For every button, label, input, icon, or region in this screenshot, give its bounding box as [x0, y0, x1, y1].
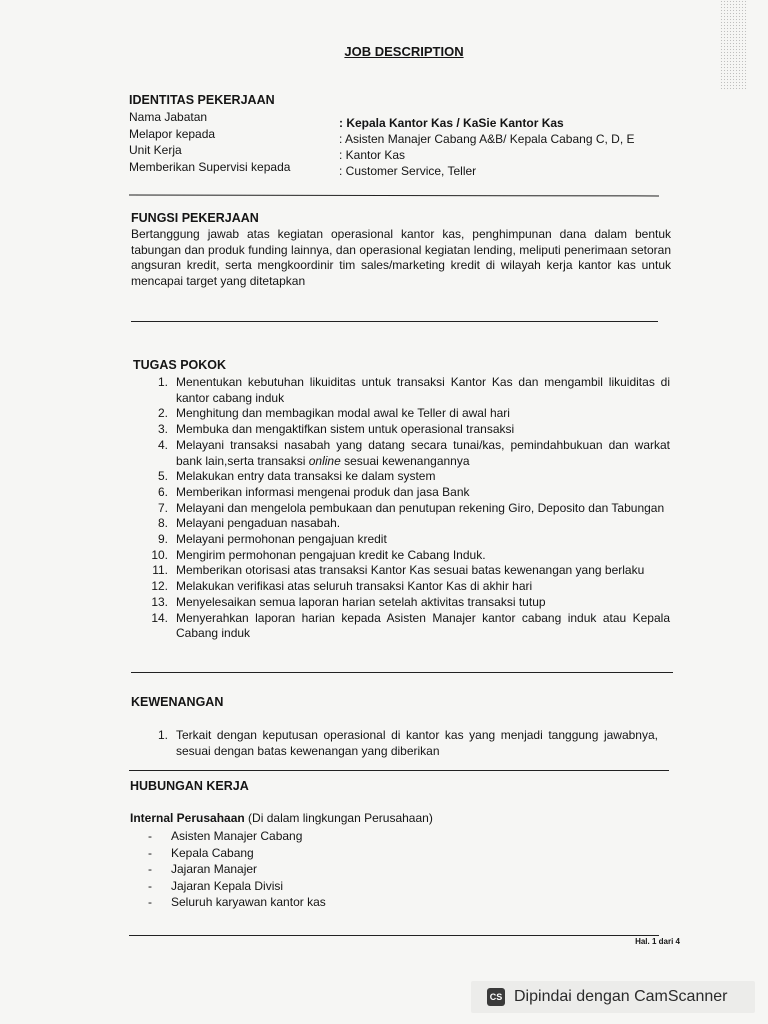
list-text: Melayani pengaduan nasabah. — [176, 516, 341, 531]
divider — [131, 672, 673, 673]
internal-company-line — [130, 811, 433, 827]
list-text: Mengirim permohonan pengajuan kredit ke Cabang Induk. — [176, 547, 486, 562]
camscanner-text: Dipindai dengan CamScanner — [514, 988, 728, 1005]
divider — [131, 321, 658, 322]
divider — [129, 770, 669, 771]
dash-bullet: - — [148, 862, 152, 877]
list-item — [148, 845, 326, 862]
internal-company-note: (Di dalam lingkungan Perusahaan) — [244, 811, 433, 825]
list-item — [140, 501, 670, 517]
list-text: Seluruh karyawan kantor kas — [171, 895, 326, 910]
identity-value: : Asisten Manajer Cabang A&B/ Kepala Cabang C, D, E — [339, 132, 635, 146]
list-item — [148, 828, 326, 845]
list-number: 9. — [157, 532, 168, 547]
list-item — [140, 579, 670, 595]
list-item — [140, 516, 670, 532]
identity-heading: IDENTITAS PEKERJAAN — [129, 93, 275, 107]
authority-list — [140, 728, 658, 759]
list-text-emphasis: online — [308, 453, 341, 468]
list-number: 13. — [151, 594, 168, 609]
function-heading: FUNGSI PEKERJAAN — [131, 211, 259, 225]
list-text: Memberikan informasi mengenai produk dan jasa Bank — [176, 484, 470, 499]
list-text: Terkait dengan keputusan operasional di kantor kas yang menjadi tanggung jawabnya, sesuai dengan batas kewenangan yang diberikan — [176, 728, 658, 758]
list-text: Melayani dan mengelola pembukaan dan penutupan rekening Giro, Deposito dan Tabungan — [176, 500, 665, 515]
divider — [129, 195, 659, 197]
identity-label: Nama Jabatan — [129, 110, 208, 124]
relations-heading: HUBUNGAN KERJA — [130, 779, 249, 793]
list-number: 1. — [157, 728, 168, 742]
identity-label: Memberikan Supervisi kepada — [129, 160, 291, 174]
list-text: Memberikan otorisasi atas transaksi Kantor Kas sesuai batas kewenangan yang berlaku — [176, 563, 645, 578]
identity-value: : Kantor Kas — [339, 148, 406, 162]
list-text: Menentukan kebutuhan likuiditas untuk transaksi Kantor Kas dan mengambil likuiditas di kantor cabang induk — [176, 375, 670, 405]
list-item — [140, 563, 670, 579]
list-text: Melakukan verifikasi atas seluruh transaksi Kantor Kas di akhir hari — [176, 579, 533, 594]
authority-heading: KEWENANGAN — [131, 695, 224, 709]
identity-value: : Customer Service, Teller — [339, 164, 477, 178]
list-number: 8. — [157, 516, 168, 531]
list-text: Kepala Cabang — [171, 845, 254, 860]
list-number: 5. — [157, 469, 168, 484]
divider — [129, 935, 659, 936]
list-item — [140, 611, 670, 642]
list-number: 3. — [157, 422, 168, 437]
camscanner-watermark — [471, 981, 755, 1013]
list-item — [140, 728, 658, 759]
list-text: sesuai kewenangannya — [340, 453, 470, 468]
list-item — [140, 548, 670, 564]
identity-label: Unit Kerja — [129, 143, 182, 157]
list-text: Melayani permohonan pengajuan kredit — [176, 532, 387, 547]
list-item — [140, 406, 670, 422]
list-text: Asisten Manajer Cabang — [171, 829, 303, 843]
list-item — [140, 532, 670, 548]
camscanner-logo-icon: CS — [487, 988, 505, 1006]
list-item — [140, 438, 670, 469]
list-item — [140, 485, 670, 501]
dash-bullet: - — [148, 829, 152, 843]
list-number: 1. — [157, 375, 168, 389]
list-number: 4. — [157, 437, 168, 452]
list-number: 6. — [157, 484, 168, 499]
dash-bullet: - — [148, 895, 152, 910]
list-text: Jajaran Kepala Divisi — [171, 878, 284, 893]
dash-bullet: - — [148, 878, 152, 893]
list-item — [148, 894, 326, 911]
list-text: Melayani transaksi nasabah yang datang secara tunai/kas, pemindahbukuan dan warkat bank lain,serta transaksi — [176, 437, 670, 468]
list-item — [148, 861, 326, 878]
identity-value: : Kepala Kantor Kas / KaSie Kantor Kas — [339, 116, 564, 130]
document-title: JOB DESCRIPTION — [344, 44, 464, 59]
list-number: 14. — [151, 610, 168, 625]
list-item — [140, 422, 670, 438]
list-text: Menyerahkan laporan harian kepada Asisten Manajer kantor cabang induk atau Kepala Cabang induk — [176, 610, 670, 641]
function-text: Bertanggung jawab atas kegiatan operasional kantor kas, penghimpunan dana dalam bentuk tabungan dan produk funding lainnya, dan operasional kegiatan lending, meliputi penerimaan setoran angsuran kredit, serta mengkoordinir tim sales/marketing kredit di wilayah kerja kantor kas untuk mencapai target yang ditetapkan — [131, 227, 671, 288]
page-number: Hal. 1 dari 4 — [635, 937, 680, 946]
list-text: Membuka dan mengaktifkan sistem untuk operasional transaksi — [176, 422, 515, 437]
list-number: 7. — [157, 500, 168, 515]
list-item — [140, 469, 670, 485]
list-item — [148, 878, 326, 895]
list-item — [140, 375, 670, 406]
internal-company-label: Internal Perusahaan — [130, 811, 245, 825]
list-number: 2. — [157, 406, 168, 421]
list-text: Menyelesaikan semua laporan harian setelah aktivitas transaksi tutup — [176, 594, 546, 609]
list-text: Jajaran Manajer — [171, 862, 258, 877]
list-item — [140, 595, 670, 611]
list-text: Menghitung dan membagikan modal awal ke Teller di awal hari — [176, 406, 510, 421]
tasks-list — [140, 375, 670, 642]
tasks-heading: TUGAS POKOK — [133, 358, 227, 372]
list-number: 10. — [151, 547, 168, 562]
dash-bullet: - — [148, 845, 152, 860]
list-number: 12. — [151, 579, 168, 594]
identity-label: Melapor kepada — [129, 127, 216, 141]
list-text: Melakukan entry data transaksi ke dalam system — [176, 469, 436, 484]
list-number: 11. — [152, 563, 168, 578]
relations-list — [148, 828, 326, 911]
